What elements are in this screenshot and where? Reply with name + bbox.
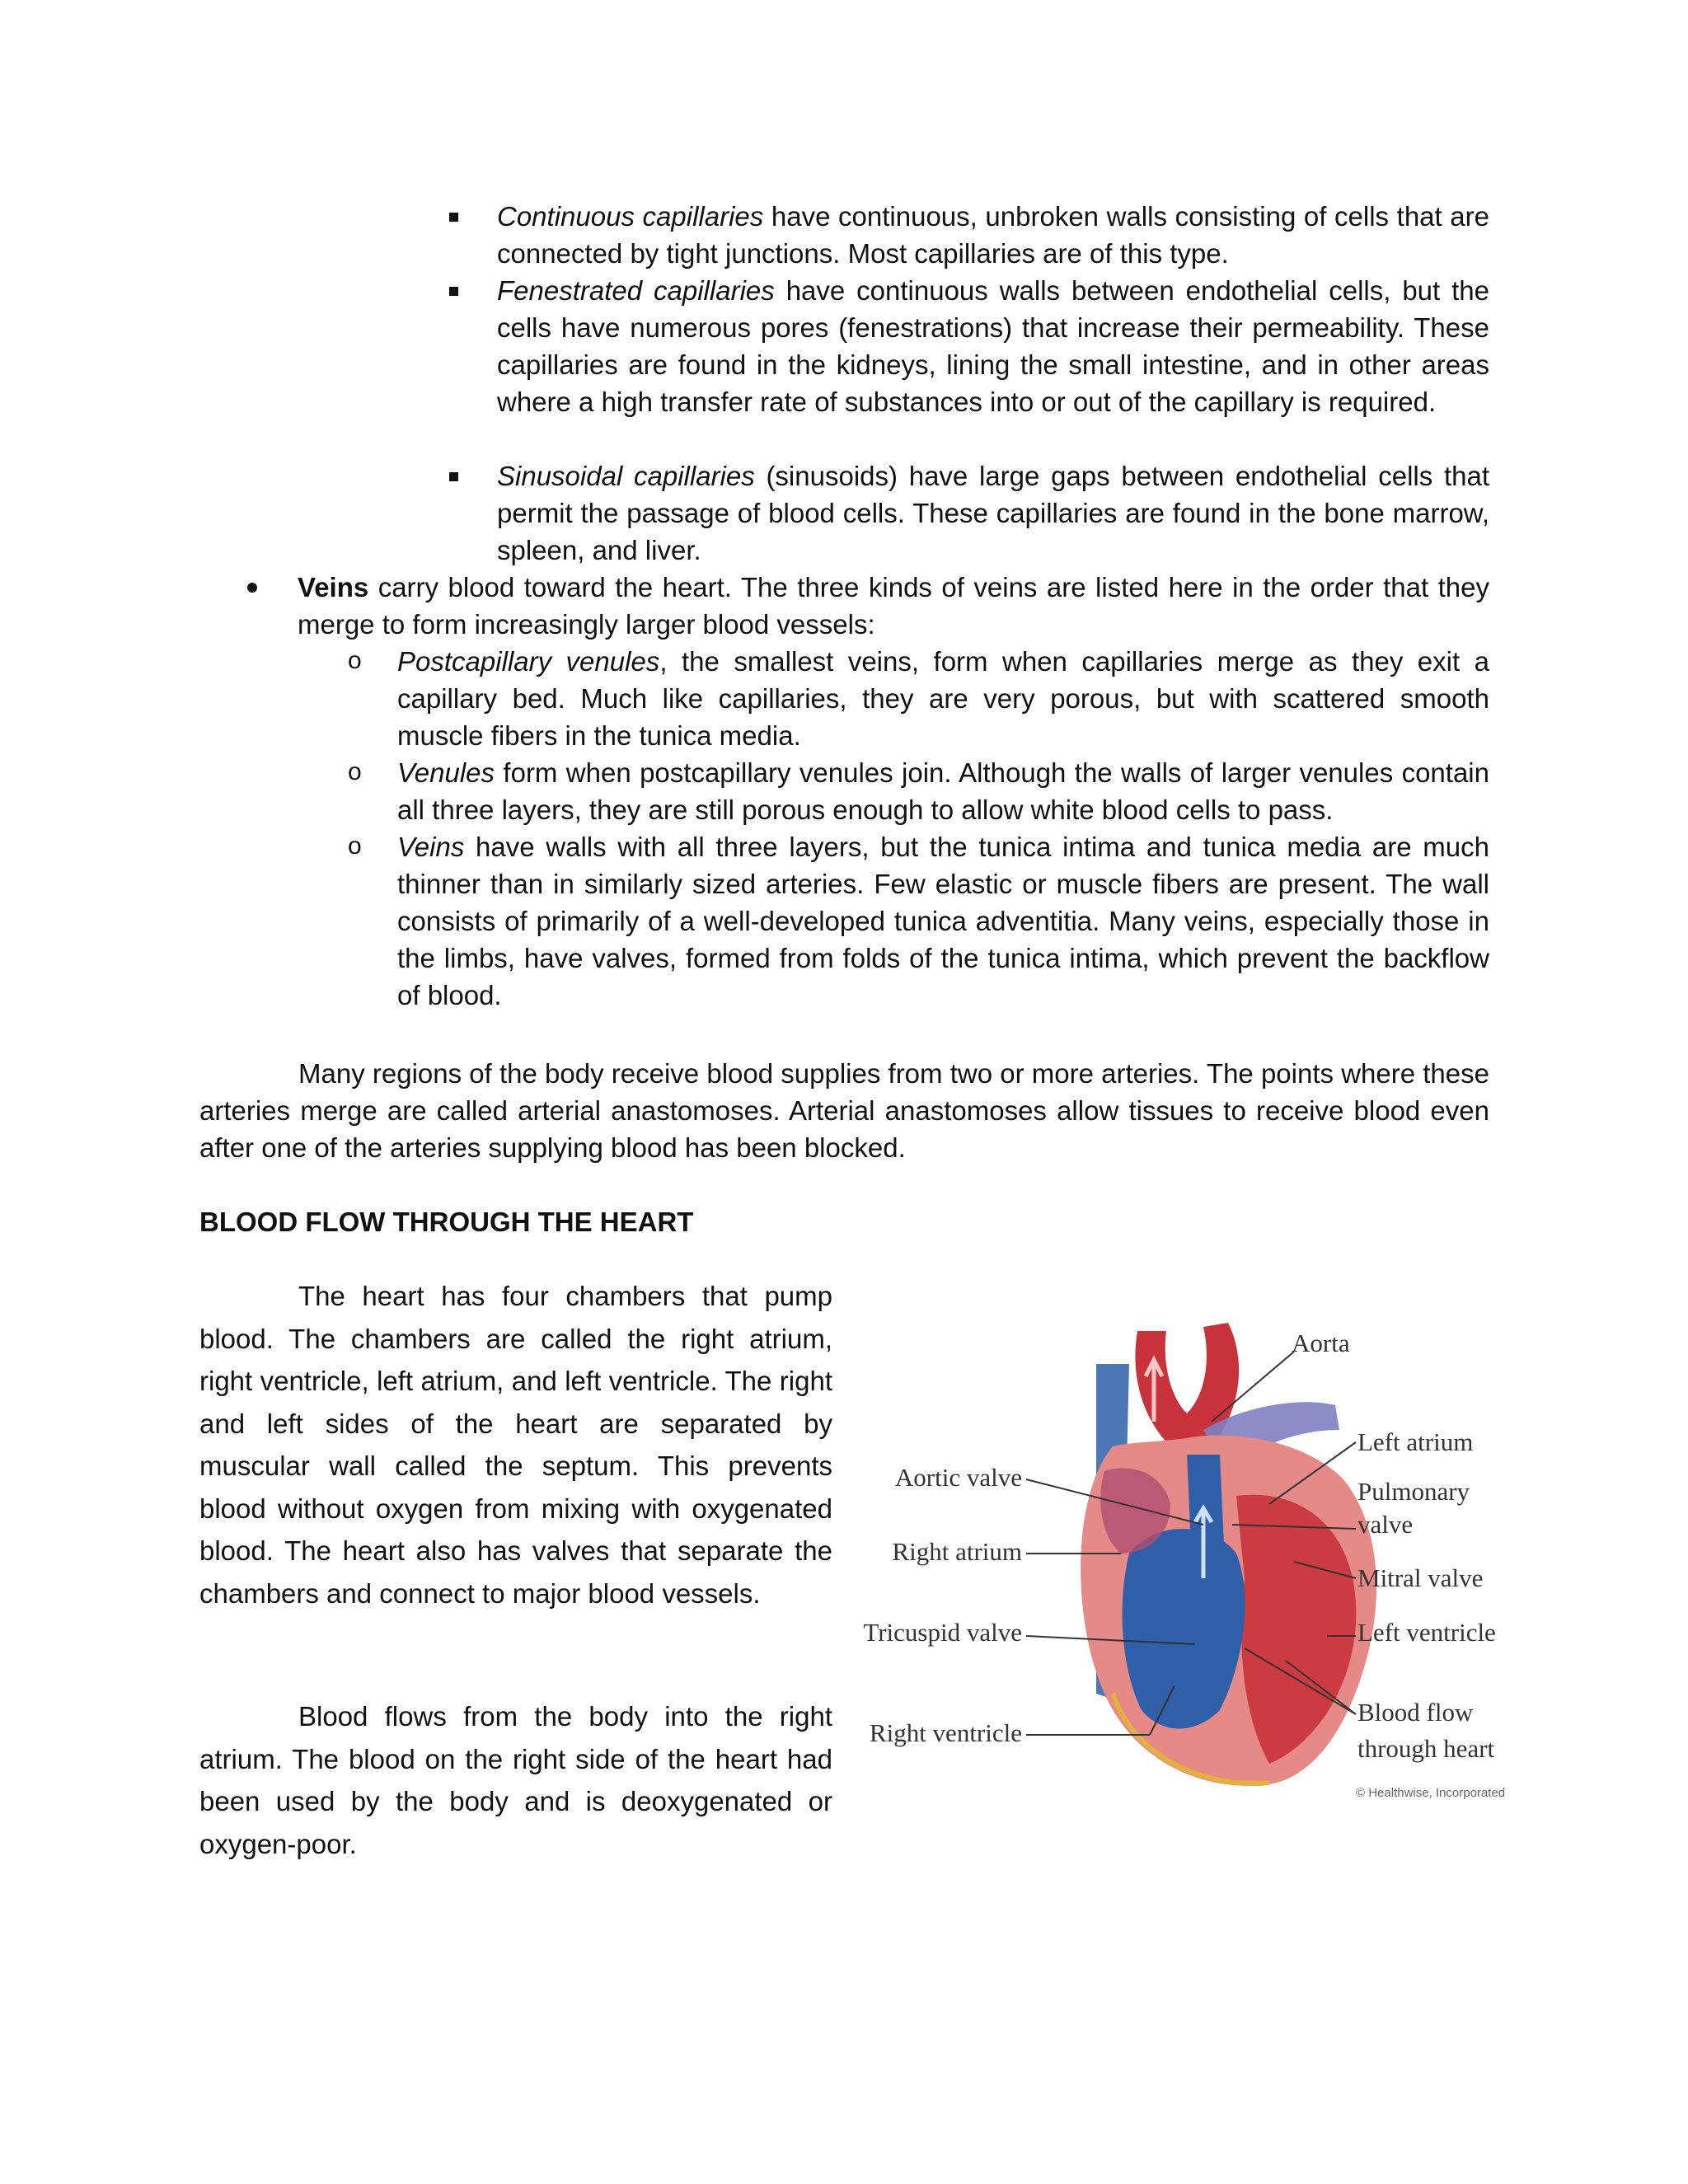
heart-paragraph-text: Blood flows from the body into the right atrium. The blood on the right side of the heart had been used by the body and is deoxygenated or oxygen-poor. xyxy=(199,1701,832,1859)
term-postcapillary-venules: Postcapillary venules xyxy=(397,646,660,677)
capillary-text: have continuous walls between endothelial cells, but the cells have numerous pores (fenestrations) that increase their permeability. These capillaries are found in the kidneys, lining the small intestine, and in other areas where a high transfer rate of substances into or out of the capillary is required. xyxy=(497,275,1489,417)
heart-paragraph-text: The heart has four chambers that pump blood. The chambers are called the right atrium, right ventricle, left atrium, and left ventricle. The right and left sides of the heart are separated by muscular wall called the septum. This prevents blood without oxygen from mixing with oxygenated blood. The heart also has valves that separate the chambers and connect to major blood vessels. xyxy=(199,1281,832,1609)
label-blood-flow-line2: through heart xyxy=(1357,1734,1495,1763)
vein-item-postcapillary xyxy=(397,643,1489,754)
section-heading: BLOOD FLOW THROUGH THE HEART xyxy=(199,1207,694,1237)
capillary-text: have continuous, unbroken walls consisting of cells that are connected by tight junctions. Most capillaries are of this type. xyxy=(497,201,1489,269)
circle-bullet-icon: o xyxy=(348,832,362,860)
heart-diagram xyxy=(857,1306,1517,1809)
capillary-item-sinusoidal xyxy=(497,457,1489,569)
label-aorta: Aorta xyxy=(1292,1329,1350,1357)
heart-paragraph-2 xyxy=(199,1695,832,1865)
vein-item-veins xyxy=(397,828,1489,1014)
label-left-atrium: Left atrium xyxy=(1357,1427,1474,1456)
circle-bullet-icon: o xyxy=(348,758,362,785)
anastomoses-paragraph xyxy=(199,1055,1489,1166)
label-blood-flow-line1: Blood flow xyxy=(1357,1698,1474,1727)
round-bullet-icon xyxy=(247,583,257,593)
square-bullet-icon xyxy=(449,213,458,222)
veins-text: carry blood toward the heart. The three kinds of veins are listed here in the order that they merge to form increasingly larger blood vessels: xyxy=(298,572,1489,640)
term-fenestrated-capillaries: Fenestrated capillaries xyxy=(497,275,775,306)
label-right-atrium: Right atrium xyxy=(892,1537,1022,1566)
circle-bullet-icon: o xyxy=(348,647,362,674)
label-aortic-valve: Aortic valve xyxy=(894,1463,1022,1492)
term-venules: Venules xyxy=(397,757,495,788)
term-continuous-capillaries: Continuous capillaries xyxy=(497,201,764,232)
vein-text: , the smallest veins, form when capillaries merge as they exit a capillary bed. Much like capillaries, they are very porous, but with scattered smooth muscle fibers in the tunica media. xyxy=(397,646,1489,751)
capillary-item-fenestrated xyxy=(497,272,1489,420)
label-left-ventricle: Left ventricle xyxy=(1357,1618,1496,1647)
label-pulmonary-valve-line1: Pulmonary xyxy=(1357,1477,1470,1506)
heart-diagram-svg xyxy=(857,1306,1517,1809)
figure-credit: © Healthwise, Incorporated xyxy=(1356,1786,1506,1800)
square-bullet-icon xyxy=(449,472,458,481)
vein-text: have walls with all three layers, but the tunica intima and tunica media are much thinner than in similarly sized arteries. Few elastic or muscle fibers are present. The wall consists of primarily of a well-developed tunica adventitia. Many veins, especially those in the limbs, have valves, formed from folds of the tunica intima, which prevent the backflow of blood. xyxy=(397,832,1489,1010)
term-sinusoidal-capillaries: Sinusoidal capillaries xyxy=(497,461,755,491)
label-pulmonary-valve-line2: valve xyxy=(1357,1510,1414,1539)
term-veins-sub: Veins xyxy=(397,832,465,862)
vein-text: form when postcapillary venules join. Although the walls of larger venules contain all three layers, they are still porous enough to allow white blood cells to pass. xyxy=(397,757,1489,825)
label-tricuspid-valve: Tricuspid valve xyxy=(863,1618,1022,1647)
anastomoses-text: Many regions of the body receive blood supplies from two or more arteries. The points where these arteries merge are called arterial anastomoses. Arterial anastomoses allow tissues to receive blood even after one of the arteries supplying blood has been blocked. xyxy=(199,1058,1489,1163)
label-right-ventricle: Right ventricle xyxy=(869,1718,1022,1747)
veins-item xyxy=(298,569,1489,643)
square-bullet-icon xyxy=(449,287,458,296)
vein-item-venules xyxy=(397,754,1489,828)
label-mitral-valve: Mitral valve xyxy=(1357,1563,1484,1592)
heart-paragraph-1 xyxy=(199,1275,832,1615)
term-veins: Veins xyxy=(298,572,369,602)
capillary-text: (sinusoids) have large gaps between endothelial cells that permit the passage of blood cells. These capillaries are found in the bone marrow, spleen, and liver. xyxy=(497,461,1489,565)
capillary-item-continuous xyxy=(497,198,1489,272)
